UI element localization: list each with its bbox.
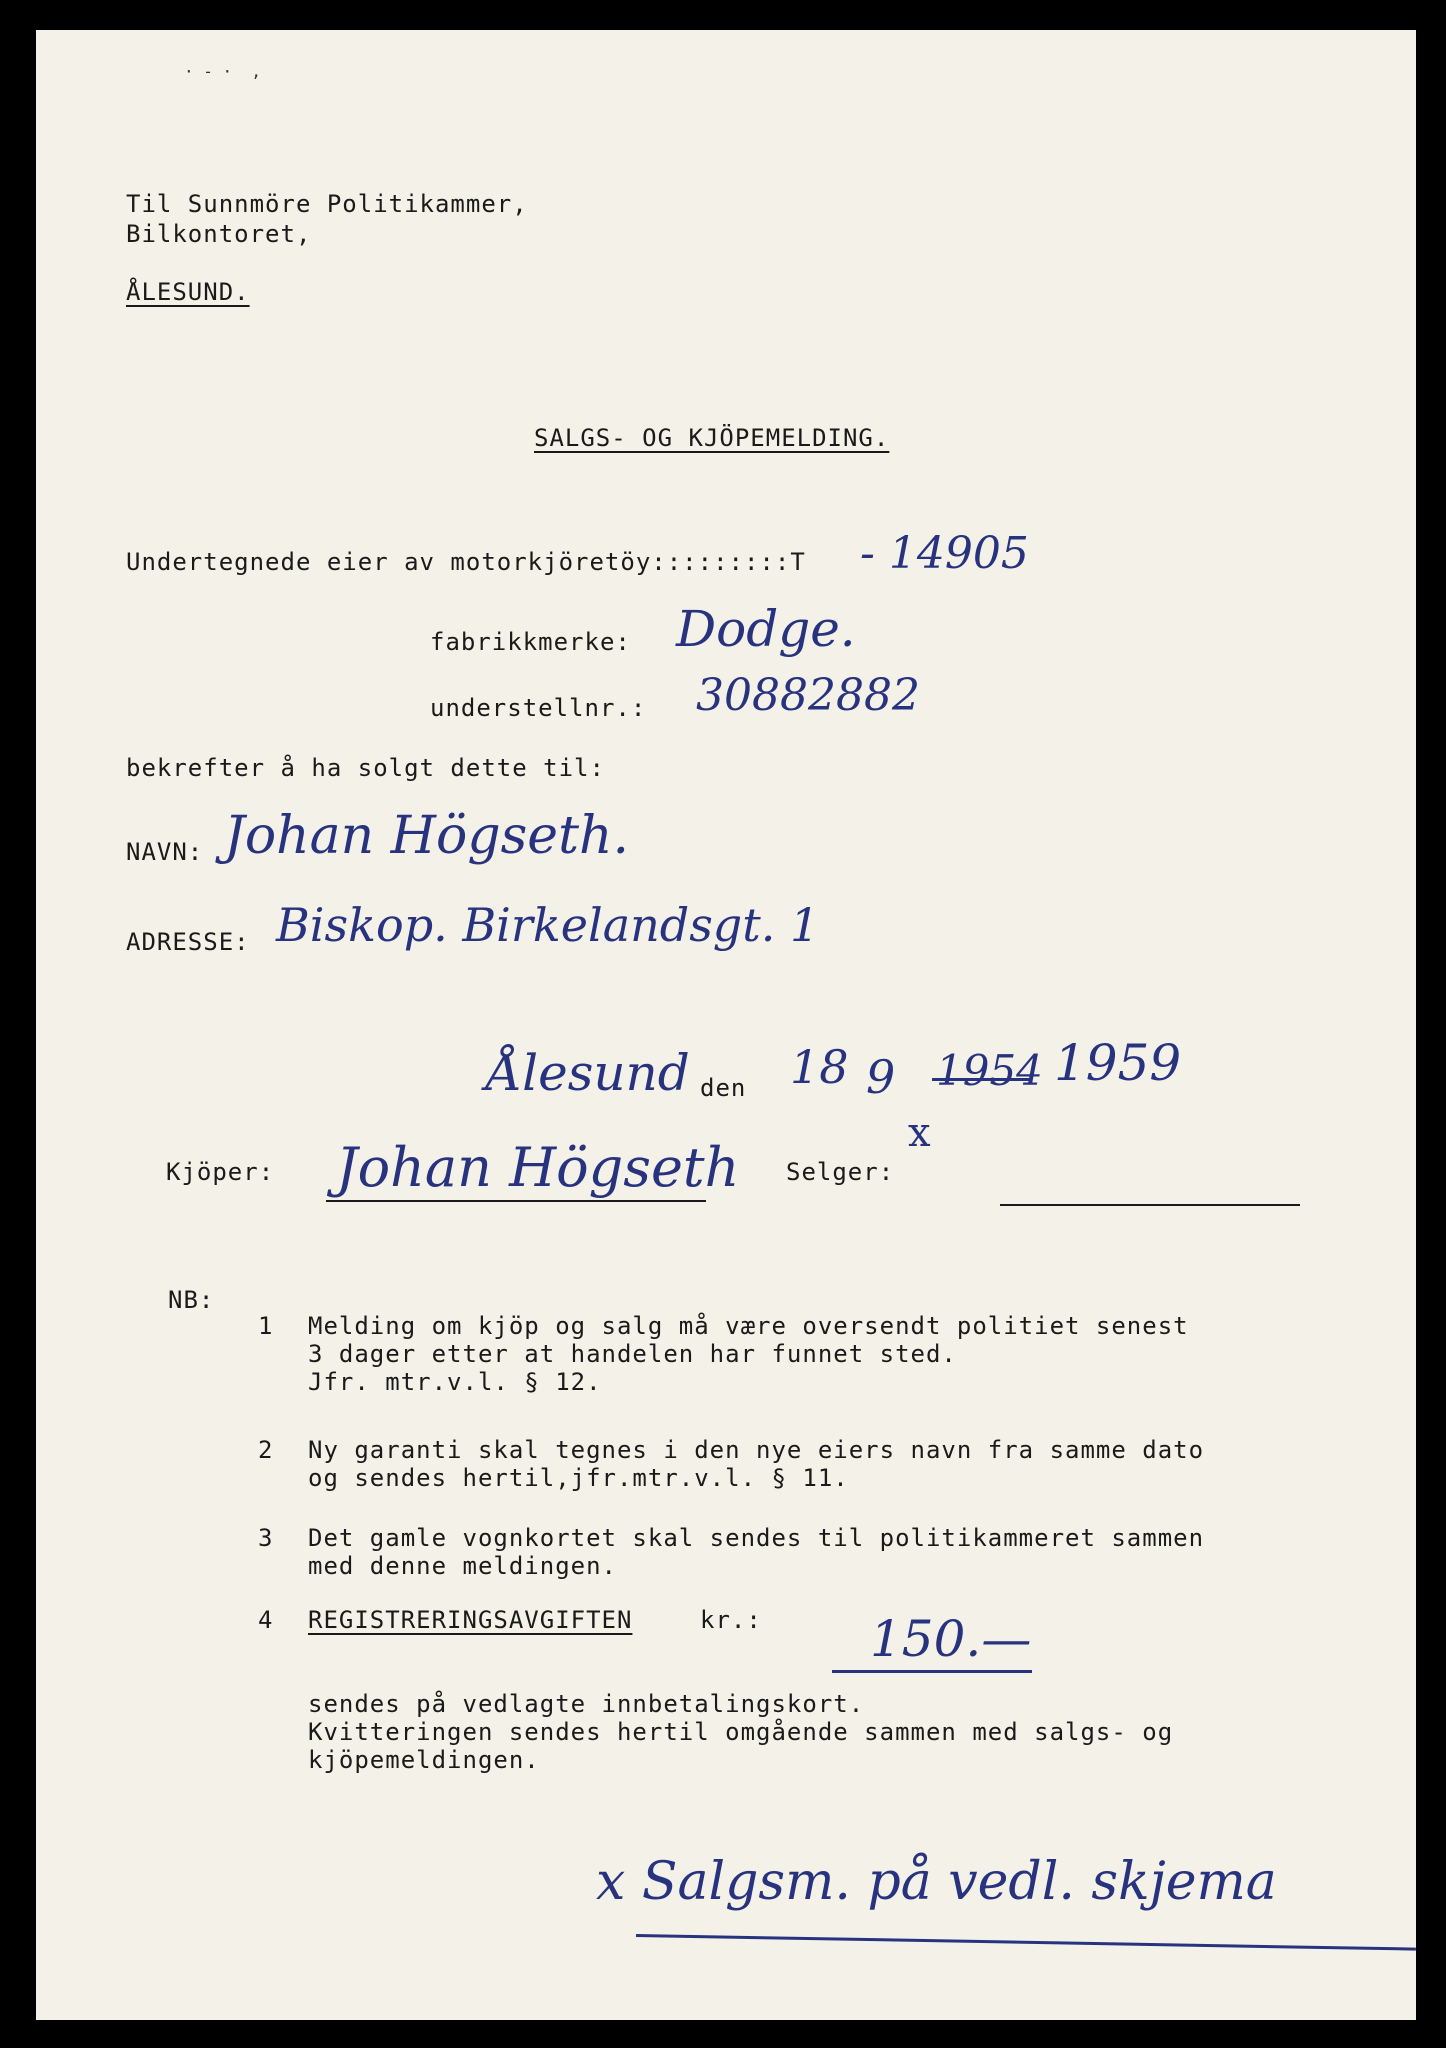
registration-number: - 14905 — [860, 528, 1029, 579]
date-struck-year: 1954 — [936, 1046, 1043, 1095]
nb-item-number: 1 — [258, 1312, 274, 1340]
nb-item-line: og sendes hertil,jfr.mtr.v.l. § 11. — [308, 1464, 849, 1492]
seller-sign-label: Selger: — [786, 1158, 895, 1186]
chassis-label: understellnr.: — [430, 694, 647, 722]
seller-x-mark: x — [908, 1110, 931, 1156]
document-title: SALGS- OG KJÖPEMELDING. — [534, 424, 890, 452]
recipient-line1: Til Sunnmöre Politikammer, — [126, 190, 528, 218]
fee-line: kjöpemeldingen. — [308, 1746, 540, 1774]
nb-item-number: 3 — [258, 1524, 274, 1552]
buyer-signature-line — [326, 1200, 706, 1202]
chassis-value: 30882882 — [696, 670, 920, 721]
note-underline — [636, 1934, 1416, 1951]
fee-line: Kvitteringen sendes hertil omgående sammen med salgs- og — [308, 1718, 1174, 1746]
handwritten-note: x Salgsm. på vedl. skjema — [596, 1852, 1277, 1912]
buyer-signature: Johan Högseth — [336, 1136, 740, 1199]
recipient-line2: Bilkontoret, — [126, 220, 312, 248]
fee-kr-label: kr.: — [700, 1606, 762, 1634]
nb-item-line: med denne meldingen. — [308, 1552, 617, 1580]
recipient-city: ÅLESUND. — [126, 278, 250, 306]
strike-through — [932, 1078, 1032, 1081]
nb-item-number: 2 — [258, 1436, 274, 1464]
date-den-label: den — [700, 1074, 747, 1102]
date-year: 1959 — [1054, 1034, 1182, 1092]
fee-amount-line — [832, 1670, 1032, 1673]
nb-item-line: Jfr. mtr.v.l. § 12. — [308, 1368, 602, 1396]
date-place: Ålesund — [486, 1044, 690, 1102]
nb-item-line: Det gamle vognkortet skal sendes til politikammeret sammen — [308, 1524, 1205, 1552]
nb-item-line: Melding om kjöp og salg må være oversendt politiet senest — [308, 1312, 1189, 1340]
buyer-address-label: ADRESSE: — [126, 928, 250, 956]
nb-item-line: Ny garanti skal tegnes i den nye eiers navn fra samme dato — [308, 1436, 1205, 1464]
nb-item-line: 3 dager etter at handelen har funnet sted. — [308, 1340, 957, 1368]
nb-label: NB: — [168, 1286, 215, 1314]
nb-item-number: 4 — [258, 1606, 274, 1634]
seller-signature-line — [1000, 1204, 1300, 1206]
owner-label: Undertegnede eier av motorkjöretöy:::::::::T — [126, 548, 806, 576]
buyer-address-value: Biskop. Birkelandsgt. 1 — [276, 898, 820, 952]
fee-amount: 150.— — [870, 1610, 1032, 1668]
fee-label: REGISTRERINGSAVGIFTEN — [308, 1606, 633, 1634]
fee-line: sendes på vedlagte innbetalingskort. — [308, 1690, 865, 1718]
document-page — [36, 30, 1416, 2020]
buyer-sign-label: Kjöper: — [166, 1158, 275, 1186]
date-month: 9 — [866, 1050, 896, 1104]
make-value: Dodge. — [676, 600, 856, 658]
buyer-name-value: Johan Högseth. — [224, 806, 629, 866]
make-label: fabrikkmerke: — [430, 628, 631, 656]
date-day: 18 — [790, 1040, 849, 1094]
buyer-name-label: NAVN: — [126, 838, 204, 866]
confirm-text: bekrefter å ha solgt dette til: — [126, 754, 605, 782]
scan-marks: · ‑ · , — [184, 62, 262, 81]
